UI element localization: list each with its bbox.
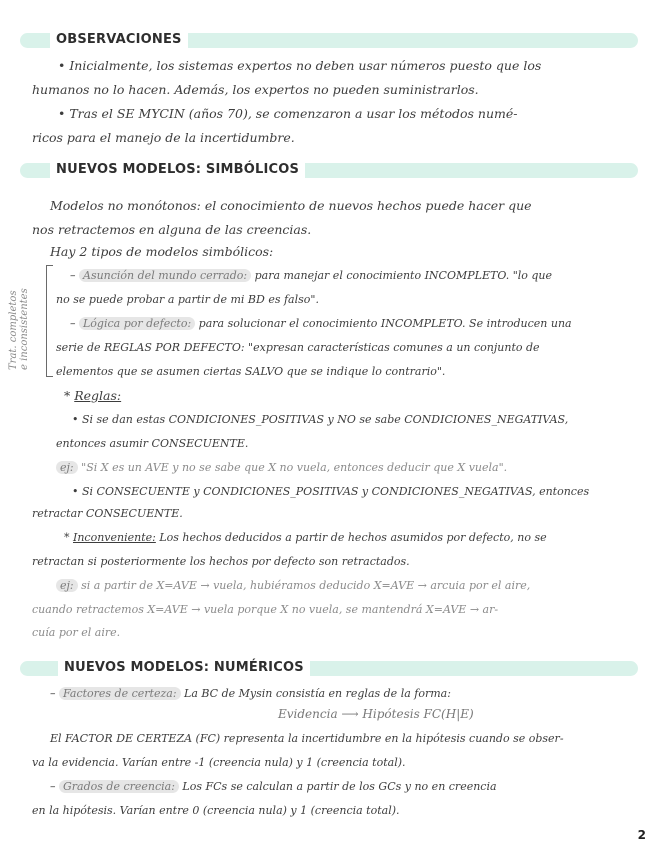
text-line: no se puede probar a partir de mi BD es falso". [56, 293, 319, 306]
text-span: si a partir de X=AVE → vuela, hubiéramos deducido X=AVE → arcuia por el aire, [77, 579, 531, 592]
term-highlight: Grados de creencia: [59, 780, 179, 793]
example-tag: ej: [56, 461, 78, 474]
text-line: • Si se dan estas CONDICIONES_POSITIVAS y NO se sabe CONDICIONES_NEGATIVAS, [72, 413, 569, 426]
text-line: – Grados de creencia: Los FCs se calculan a partir de los GCs y no en creencia [50, 780, 497, 793]
reglas-label: Reglas: [74, 388, 122, 403]
heading-observaciones: OBSERVACIONES [50, 31, 188, 49]
example-tag: ej: [56, 579, 78, 592]
text-line: * Inconveniente: Los hechos deducidos a partir de hechos asumidos por defecto, no se [64, 531, 547, 544]
text-line: – Lógica por defecto: para solucionar el conocimiento INCOMPLETO. Se introducen una [70, 317, 572, 330]
text-line: nos retractemos en alguna de las creencias. [32, 222, 312, 237]
text-span: Los FCs se calculan a partir de los GCs y no en creencia [178, 780, 497, 793]
text-line: – Asunción del mundo cerrado: para manejar el conocimiento INCOMPLETO. "lo que [70, 269, 553, 282]
text-line: • Si CONSECUENTE y CONDICIONES_POSITIVAS y CONDICIONES_NEGATIVAS, entonces [72, 485, 590, 498]
text-line: Hay 2 tipos de modelos simbólicos: [50, 244, 274, 259]
side-bracket [46, 265, 53, 377]
heading-simbolicos: NUEVOS MODELOS: SIMBÓLICOS [50, 161, 305, 179]
text-line: va la evidencia. Varían entre -1 (creencia nula) y 1 (creencia total). [32, 756, 406, 769]
side-note-line: e inconsistentes [19, 288, 30, 370]
example-line [56, 578, 636, 594]
text-line: Modelos no monótonos: el conocimiento de nuevos hechos puede hacer que [50, 198, 532, 213]
formula: Evidencia ⟶ Hipótesis FC(H|E) [278, 707, 474, 721]
text-line: entonces asumir CONSECUENTE. [56, 437, 249, 450]
text-line: humanos no lo hacen. Además, los expertos no pueden suministrarlos. [32, 82, 479, 97]
text-line: El FACTOR DE CERTEZA (FC) representa la incertidumbre en la hipótesis cuando se obser- [50, 732, 564, 745]
text-line: retractar CONSECUENTE. [32, 507, 183, 520]
text-line: – Factores de certeza: La BC de Mysin consistía en reglas de la forma: [50, 687, 451, 700]
side-note [8, 288, 30, 370]
text-line: * Reglas: [64, 388, 122, 403]
term-underlined: Inconveniente: [73, 531, 156, 544]
text-line: • Inicialmente, los sistemas expertos no deben usar números puesto que los [58, 58, 542, 73]
text-span: La BC de Mysin consistía en reglas de la forma: [180, 687, 451, 700]
example-line: cuando retractemos X=AVE → vuela porque X no vuela, se mantendrá X=AVE → ar- [32, 603, 499, 616]
example-line [56, 460, 636, 476]
text-span: "Si X es un AVE y no se sabe que X no vuela, entonces deducir que X vuela". [77, 461, 508, 474]
term-highlight: Asunción del mundo cerrado: [79, 269, 251, 282]
text-span: para manejar el conocimiento INCOMPLETO. "lo que [251, 269, 553, 282]
text-line: serie de REGLAS POR DEFECTO: "expresan características comunes a un conjunto de [56, 341, 540, 354]
text-line: en la hipótesis. Varían entre 0 (creencia nula) y 1 (creencia total). [32, 804, 400, 817]
page-number: 2 [637, 828, 646, 842]
text-line: ricos para el manejo de la incertidumbre. [32, 130, 295, 145]
text-span: Los hechos deducidos a partir de hechos asumidos por defecto, no se [155, 531, 547, 544]
example-line: cuía por el aire. [32, 626, 121, 639]
text-line: elementos que se asumen ciertas SALVO que se indique lo contrario". [56, 365, 446, 378]
term-highlight: Lógica por defecto: [79, 317, 195, 330]
side-note-line: Trat. completos [8, 290, 19, 370]
text-span: para solucionar el conocimiento INCOMPLETO. Se introducen una [195, 317, 572, 330]
term-highlight: Factores de certeza: [59, 687, 181, 700]
heading-numericos: NUEVOS MODELOS: NUMÉRICOS [58, 659, 310, 677]
text-line: • Tras el SE MYCIN (años 70), se comenzaron a usar los métodos numé- [58, 106, 518, 121]
text-line: retractan si posteriormente los hechos por defecto son retractados. [32, 555, 410, 568]
